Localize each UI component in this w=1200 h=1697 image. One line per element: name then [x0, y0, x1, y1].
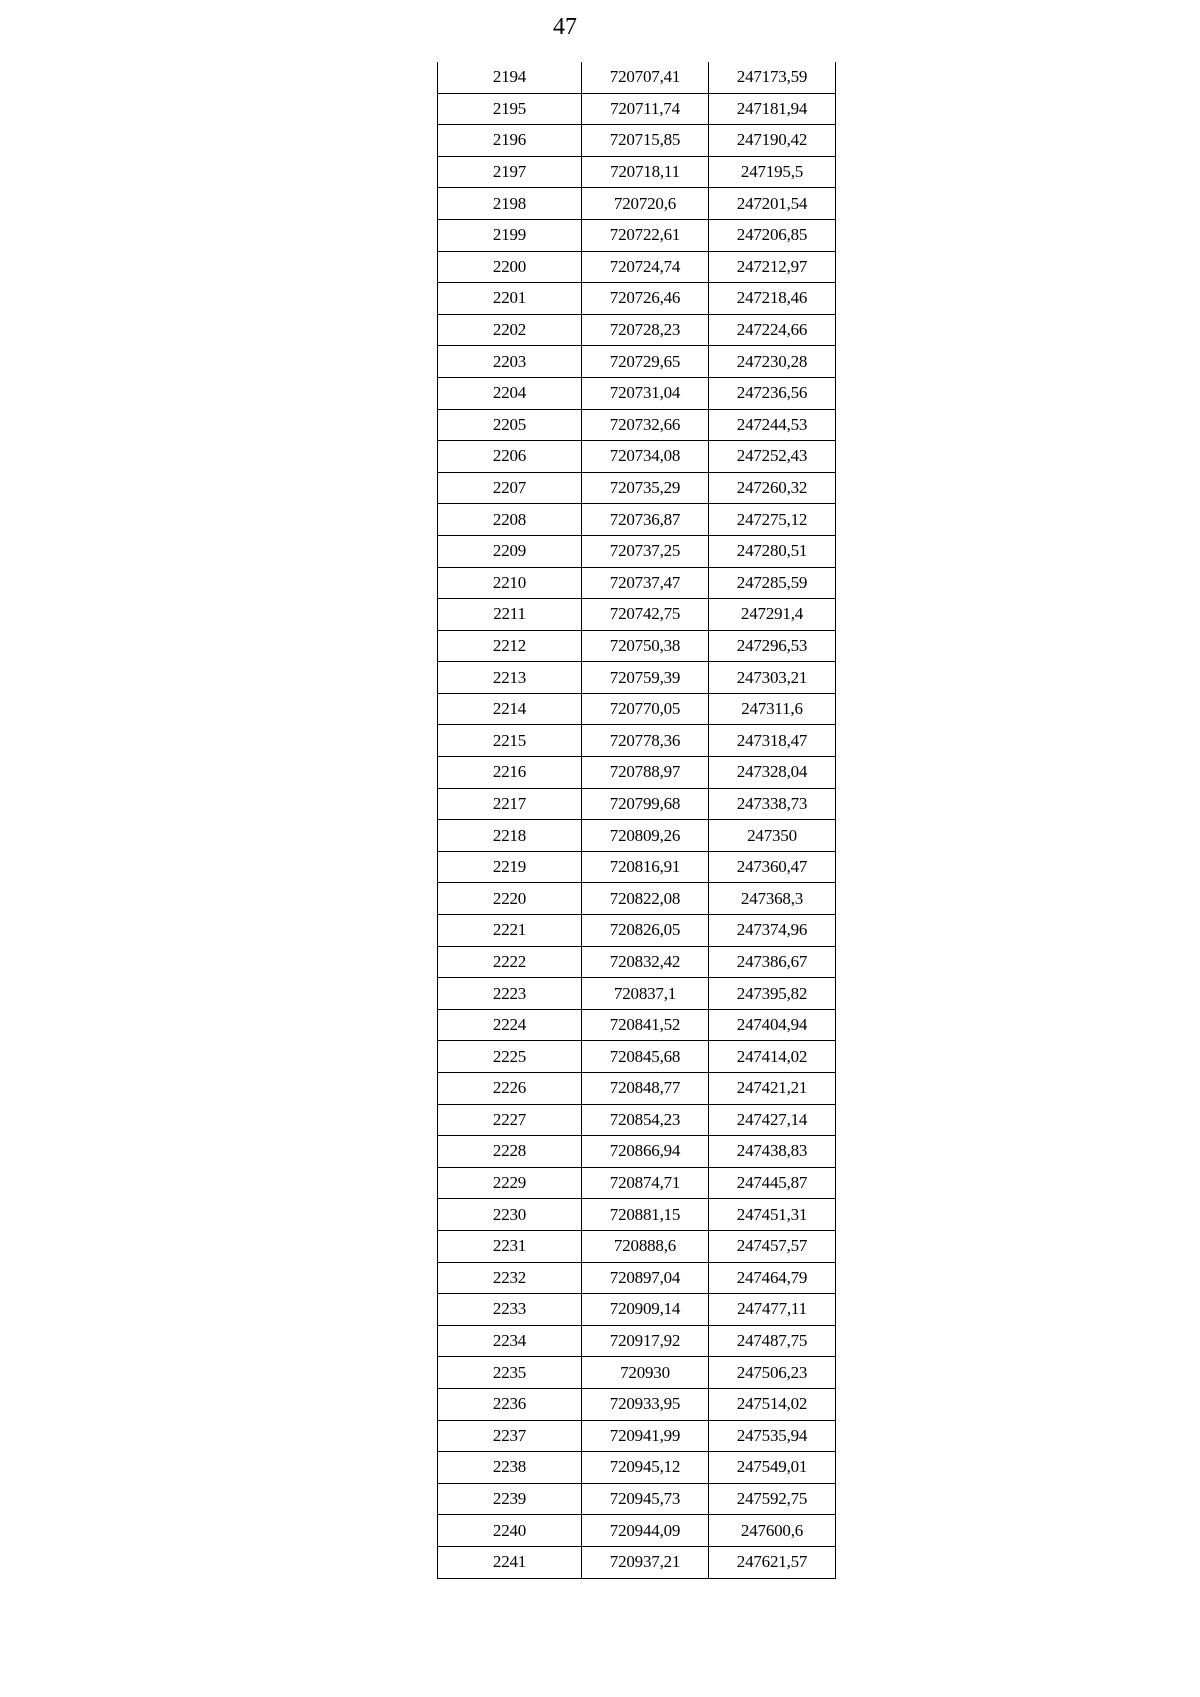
table-row — [438, 346, 836, 378]
table-row — [438, 504, 836, 536]
x-coordinate-cell: 720809,26 — [582, 820, 709, 852]
x-coordinate-cell: 720937,21 — [582, 1546, 709, 1578]
y-coordinate-cell: 247244,53 — [709, 409, 836, 441]
table-row — [438, 1420, 836, 1452]
table-row — [438, 915, 836, 947]
y-coordinate-cell: 247438,83 — [709, 1136, 836, 1168]
x-coordinate-cell: 720715,85 — [582, 125, 709, 157]
table-row — [438, 1199, 836, 1231]
point-number-cell: 2215 — [438, 725, 582, 757]
table-row — [438, 125, 836, 157]
x-coordinate-cell: 720726,46 — [582, 283, 709, 315]
table-row — [438, 1104, 836, 1136]
table-row — [438, 188, 836, 220]
table-row — [438, 851, 836, 883]
x-coordinate-cell: 720917,92 — [582, 1325, 709, 1357]
point-number-cell: 2209 — [438, 535, 582, 567]
x-coordinate-cell: 720742,75 — [582, 599, 709, 631]
y-coordinate-cell: 247421,21 — [709, 1073, 836, 1105]
point-number-cell: 2208 — [438, 504, 582, 536]
point-number-cell: 2231 — [438, 1230, 582, 1262]
y-coordinate-cell: 247181,94 — [709, 93, 836, 125]
table-row — [438, 1452, 836, 1484]
x-coordinate-cell: 720897,04 — [582, 1262, 709, 1294]
point-number-cell: 2226 — [438, 1073, 582, 1105]
table-row — [438, 1136, 836, 1168]
point-number-cell: 2197 — [438, 156, 582, 188]
y-coordinate-cell: 247414,02 — [709, 1041, 836, 1073]
x-coordinate-cell: 720888,6 — [582, 1230, 709, 1262]
table-row — [438, 1009, 836, 1041]
x-coordinate-cell: 720874,71 — [582, 1167, 709, 1199]
point-number-cell: 2227 — [438, 1104, 582, 1136]
table-row — [438, 314, 836, 346]
y-coordinate-cell: 247173,59 — [709, 62, 836, 93]
x-coordinate-cell: 720722,61 — [582, 219, 709, 251]
y-coordinate-cell: 247275,12 — [709, 504, 836, 536]
x-coordinate-cell: 720731,04 — [582, 377, 709, 409]
y-coordinate-cell: 247386,67 — [709, 946, 836, 978]
y-coordinate-cell: 247303,21 — [709, 662, 836, 694]
point-number-cell: 2219 — [438, 851, 582, 883]
y-coordinate-cell: 247592,75 — [709, 1483, 836, 1515]
page-number: 47 — [553, 14, 577, 40]
y-coordinate-cell: 247260,32 — [709, 472, 836, 504]
x-coordinate-cell: 720724,74 — [582, 251, 709, 283]
y-coordinate-cell: 247206,85 — [709, 219, 836, 251]
y-coordinate-cell: 247506,23 — [709, 1357, 836, 1389]
point-number-cell: 2225 — [438, 1041, 582, 1073]
y-coordinate-cell: 247535,94 — [709, 1420, 836, 1452]
y-coordinate-cell: 247280,51 — [709, 535, 836, 567]
point-number-cell: 2202 — [438, 314, 582, 346]
y-coordinate-cell: 247487,75 — [709, 1325, 836, 1357]
table-row — [438, 377, 836, 409]
table-row — [438, 535, 836, 567]
point-number-cell: 2211 — [438, 599, 582, 631]
point-number-cell: 2241 — [438, 1546, 582, 1578]
table-row — [438, 1357, 836, 1389]
y-coordinate-cell: 247445,87 — [709, 1167, 836, 1199]
y-coordinate-cell: 247368,3 — [709, 883, 836, 915]
point-number-cell: 2232 — [438, 1262, 582, 1294]
y-coordinate-cell: 247350 — [709, 820, 836, 852]
x-coordinate-cell: 720854,23 — [582, 1104, 709, 1136]
table-row — [438, 1041, 836, 1073]
x-coordinate-cell: 720941,99 — [582, 1420, 709, 1452]
y-coordinate-cell: 247338,73 — [709, 788, 836, 820]
table-row — [438, 1515, 836, 1547]
y-coordinate-cell: 247600,6 — [709, 1515, 836, 1547]
table-row — [438, 251, 836, 283]
y-coordinate-cell: 247291,4 — [709, 599, 836, 631]
y-coordinate-cell: 247230,28 — [709, 346, 836, 378]
table-row — [438, 156, 836, 188]
y-coordinate-cell: 247311,6 — [709, 693, 836, 725]
table-row — [438, 1294, 836, 1326]
point-number-cell: 2205 — [438, 409, 582, 441]
x-coordinate-cell: 720933,95 — [582, 1388, 709, 1420]
y-coordinate-cell: 247328,04 — [709, 757, 836, 789]
table-row — [438, 820, 836, 852]
point-number-cell: 2229 — [438, 1167, 582, 1199]
point-number-cell: 2240 — [438, 1515, 582, 1547]
point-number-cell: 2201 — [438, 283, 582, 315]
table-row — [438, 219, 836, 251]
x-coordinate-cell: 720770,05 — [582, 693, 709, 725]
table-row — [438, 1546, 836, 1578]
table-row — [438, 599, 836, 631]
point-number-cell: 2214 — [438, 693, 582, 725]
y-coordinate-cell: 247236,56 — [709, 377, 836, 409]
y-coordinate-cell: 247201,54 — [709, 188, 836, 220]
x-coordinate-cell: 720788,97 — [582, 757, 709, 789]
y-coordinate-cell: 247404,94 — [709, 1009, 836, 1041]
x-coordinate-cell: 720826,05 — [582, 915, 709, 947]
table-row — [438, 630, 836, 662]
x-coordinate-cell: 720837,1 — [582, 978, 709, 1010]
x-coordinate-cell: 720707,41 — [582, 62, 709, 93]
table-row — [438, 1388, 836, 1420]
point-number-cell: 2224 — [438, 1009, 582, 1041]
x-coordinate-cell: 720736,87 — [582, 504, 709, 536]
x-coordinate-cell: 720729,65 — [582, 346, 709, 378]
point-number-cell: 2218 — [438, 820, 582, 852]
point-number-cell: 2221 — [438, 915, 582, 947]
point-number-cell: 2217 — [438, 788, 582, 820]
x-coordinate-cell: 720778,36 — [582, 725, 709, 757]
x-coordinate-cell: 720909,14 — [582, 1294, 709, 1326]
x-coordinate-cell: 720944,09 — [582, 1515, 709, 1547]
coordinates-table-body — [438, 62, 836, 1578]
y-coordinate-cell: 247374,96 — [709, 915, 836, 947]
y-coordinate-cell: 247621,57 — [709, 1546, 836, 1578]
x-coordinate-cell: 720816,91 — [582, 851, 709, 883]
point-number-cell: 2236 — [438, 1388, 582, 1420]
point-number-cell: 2222 — [438, 946, 582, 978]
point-number-cell: 2196 — [438, 125, 582, 157]
y-coordinate-cell: 247218,46 — [709, 283, 836, 315]
x-coordinate-cell: 720720,6 — [582, 188, 709, 220]
x-coordinate-cell: 720732,66 — [582, 409, 709, 441]
point-number-cell: 2204 — [438, 377, 582, 409]
y-coordinate-cell: 247296,53 — [709, 630, 836, 662]
point-number-cell: 2213 — [438, 662, 582, 694]
table-row — [438, 662, 836, 694]
y-coordinate-cell: 247224,66 — [709, 314, 836, 346]
point-number-cell: 2199 — [438, 219, 582, 251]
point-number-cell: 2238 — [438, 1452, 582, 1484]
x-coordinate-cell: 720735,29 — [582, 472, 709, 504]
y-coordinate-cell: 247451,31 — [709, 1199, 836, 1231]
x-coordinate-cell: 720822,08 — [582, 883, 709, 915]
y-coordinate-cell: 247427,14 — [709, 1104, 836, 1136]
table-row — [438, 441, 836, 473]
table-row — [438, 946, 836, 978]
table-row — [438, 693, 836, 725]
point-number-cell: 2194 — [438, 62, 582, 93]
point-number-cell: 2200 — [438, 251, 582, 283]
table-row — [438, 978, 836, 1010]
table-row — [438, 1483, 836, 1515]
y-coordinate-cell: 247190,42 — [709, 125, 836, 157]
table-row — [438, 725, 836, 757]
x-coordinate-cell: 720945,12 — [582, 1452, 709, 1484]
point-number-cell: 2212 — [438, 630, 582, 662]
y-coordinate-cell: 247252,43 — [709, 441, 836, 473]
table-row — [438, 283, 836, 315]
table-row — [438, 1167, 836, 1199]
x-coordinate-cell: 720845,68 — [582, 1041, 709, 1073]
table-row — [438, 788, 836, 820]
x-coordinate-cell: 720945,73 — [582, 1483, 709, 1515]
table-row — [438, 409, 836, 441]
point-number-cell: 2234 — [438, 1325, 582, 1357]
point-number-cell: 2206 — [438, 441, 582, 473]
coordinates-table — [437, 62, 836, 1579]
x-coordinate-cell: 720711,74 — [582, 93, 709, 125]
y-coordinate-cell: 247195,5 — [709, 156, 836, 188]
x-coordinate-cell: 720841,52 — [582, 1009, 709, 1041]
x-coordinate-cell: 720718,11 — [582, 156, 709, 188]
point-number-cell: 2230 — [438, 1199, 582, 1231]
table-row — [438, 62, 836, 93]
point-number-cell: 2220 — [438, 883, 582, 915]
point-number-cell: 2239 — [438, 1483, 582, 1515]
table-row — [438, 883, 836, 915]
point-number-cell: 2198 — [438, 188, 582, 220]
point-number-cell: 2235 — [438, 1357, 582, 1389]
x-coordinate-cell: 720881,15 — [582, 1199, 709, 1231]
table-row — [438, 567, 836, 599]
x-coordinate-cell: 720759,39 — [582, 662, 709, 694]
y-coordinate-cell: 247285,59 — [709, 567, 836, 599]
table-row — [438, 1230, 836, 1262]
table-row — [438, 1325, 836, 1357]
table-row — [438, 93, 836, 125]
y-coordinate-cell: 247360,47 — [709, 851, 836, 883]
x-coordinate-cell: 720734,08 — [582, 441, 709, 473]
x-coordinate-cell: 720799,68 — [582, 788, 709, 820]
y-coordinate-cell: 247477,11 — [709, 1294, 836, 1326]
table-row — [438, 1073, 836, 1105]
point-number-cell: 2210 — [438, 567, 582, 599]
x-coordinate-cell: 720930 — [582, 1357, 709, 1389]
table-row — [438, 757, 836, 789]
point-number-cell: 2228 — [438, 1136, 582, 1168]
x-coordinate-cell: 720728,23 — [582, 314, 709, 346]
y-coordinate-cell: 247464,79 — [709, 1262, 836, 1294]
x-coordinate-cell: 720750,38 — [582, 630, 709, 662]
table-row — [438, 1262, 836, 1294]
point-number-cell: 2233 — [438, 1294, 582, 1326]
y-coordinate-cell: 247212,97 — [709, 251, 836, 283]
x-coordinate-cell: 720848,77 — [582, 1073, 709, 1105]
y-coordinate-cell: 247395,82 — [709, 978, 836, 1010]
point-number-cell: 2237 — [438, 1420, 582, 1452]
y-coordinate-cell: 247549,01 — [709, 1452, 836, 1484]
x-coordinate-cell: 720737,25 — [582, 535, 709, 567]
y-coordinate-cell: 247457,57 — [709, 1230, 836, 1262]
table-row — [438, 472, 836, 504]
x-coordinate-cell: 720832,42 — [582, 946, 709, 978]
point-number-cell: 2203 — [438, 346, 582, 378]
y-coordinate-cell: 247514,02 — [709, 1388, 836, 1420]
x-coordinate-cell: 720866,94 — [582, 1136, 709, 1168]
point-number-cell: 2207 — [438, 472, 582, 504]
point-number-cell: 2216 — [438, 757, 582, 789]
x-coordinate-cell: 720737,47 — [582, 567, 709, 599]
point-number-cell: 2195 — [438, 93, 582, 125]
point-number-cell: 2223 — [438, 978, 582, 1010]
y-coordinate-cell: 247318,47 — [709, 725, 836, 757]
